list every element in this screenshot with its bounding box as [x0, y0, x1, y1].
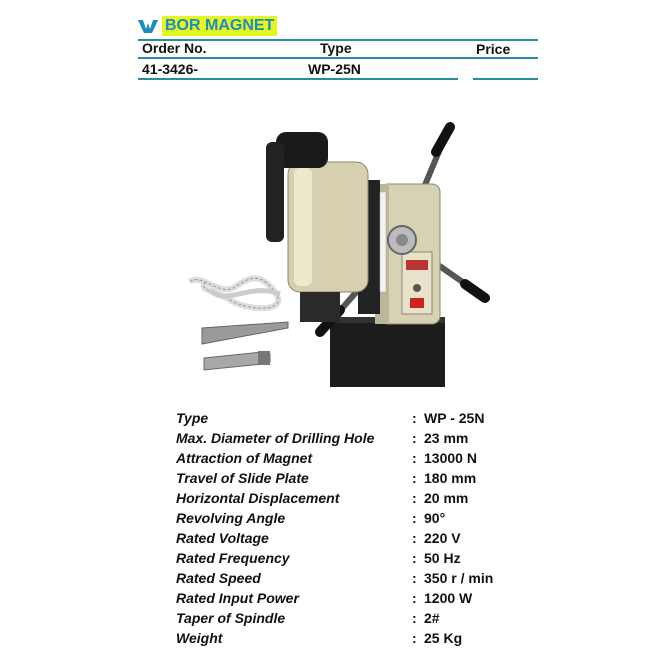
spec-separator: :: [412, 610, 417, 626]
spec-row: [176, 570, 516, 590]
spec-value: 20 mm: [424, 490, 469, 506]
spec-value: 350 r / min: [424, 570, 494, 586]
spec-separator: :: [412, 450, 417, 466]
spec-value: 25 Kg: [424, 630, 463, 646]
spec-value: 1200 W: [424, 590, 473, 606]
spec-value: 90°: [424, 510, 446, 526]
spec-separator: :: [412, 530, 417, 546]
spec-row: [176, 490, 516, 510]
spec-separator: :: [412, 590, 417, 606]
spec-label: Rated Frequency: [176, 550, 290, 566]
spec-label: Taper of Spindle: [176, 610, 286, 626]
spec-row: [176, 450, 516, 470]
spec-label: Attraction of Magnet: [176, 450, 313, 466]
spec-label: Weight: [176, 630, 223, 646]
spec-row: [176, 470, 516, 490]
brand-logo-icon: [138, 18, 158, 34]
taper-sleeve-icon: [204, 351, 270, 370]
spec-value: 2#: [424, 610, 440, 626]
rope-icon: [190, 278, 280, 308]
spec-value: 23 mm: [424, 430, 469, 446]
column-header-order-no: Order No.: [142, 40, 207, 56]
drift-wedge-icon: [202, 322, 288, 344]
header-divider-bottom: [138, 78, 458, 80]
spec-label: Rated Voltage: [176, 530, 269, 546]
spec-separator: :: [412, 410, 417, 426]
spec-label: Type: [176, 410, 209, 426]
spec-value: 180 mm: [424, 470, 477, 486]
header-divider-bottom-right: [473, 78, 538, 80]
spec-separator: :: [412, 510, 417, 526]
spec-row: [176, 630, 516, 650]
spec-label: Revolving Angle: [176, 510, 286, 526]
spec-row: [176, 510, 516, 530]
spec-value: 50 Hz: [424, 550, 461, 566]
spec-row: [176, 530, 516, 550]
spec-value: 13000 N: [424, 450, 477, 466]
spec-row: [176, 410, 516, 430]
magnetic-drill-photo: [180, 122, 490, 392]
spec-separator: :: [412, 470, 417, 486]
type-value: WP-25N: [308, 61, 361, 77]
spec-value: 220 V: [424, 530, 461, 546]
spec-label: Horizontal Displacement: [176, 490, 340, 506]
title-row: [138, 14, 277, 38]
page-title: BOR MAGNET: [162, 16, 277, 36]
header-divider-middle: [138, 57, 538, 59]
order-number-value: 41-3426-: [142, 61, 199, 77]
column-header-type: Type: [320, 40, 352, 56]
spec-separator: :: [412, 430, 417, 446]
spec-separator: :: [412, 630, 417, 646]
spec-separator: :: [412, 550, 417, 566]
magnet-base-icon: [330, 317, 445, 387]
spec-row: [176, 590, 516, 610]
spec-separator: :: [412, 570, 417, 586]
spec-row: [176, 430, 516, 450]
spec-label: Rated Speed: [176, 570, 261, 586]
spec-separator: :: [412, 490, 417, 506]
spec-row: [176, 550, 516, 570]
column-header-price: Price: [476, 41, 511, 57]
spec-label: Travel of Slide Plate: [176, 470, 309, 486]
spec-label: Rated Input Power: [176, 590, 299, 606]
spec-label: Max. Diameter of Drilling Hole: [176, 430, 375, 446]
spec-row: [176, 610, 516, 630]
spec-value: WP - 25N: [424, 410, 485, 426]
